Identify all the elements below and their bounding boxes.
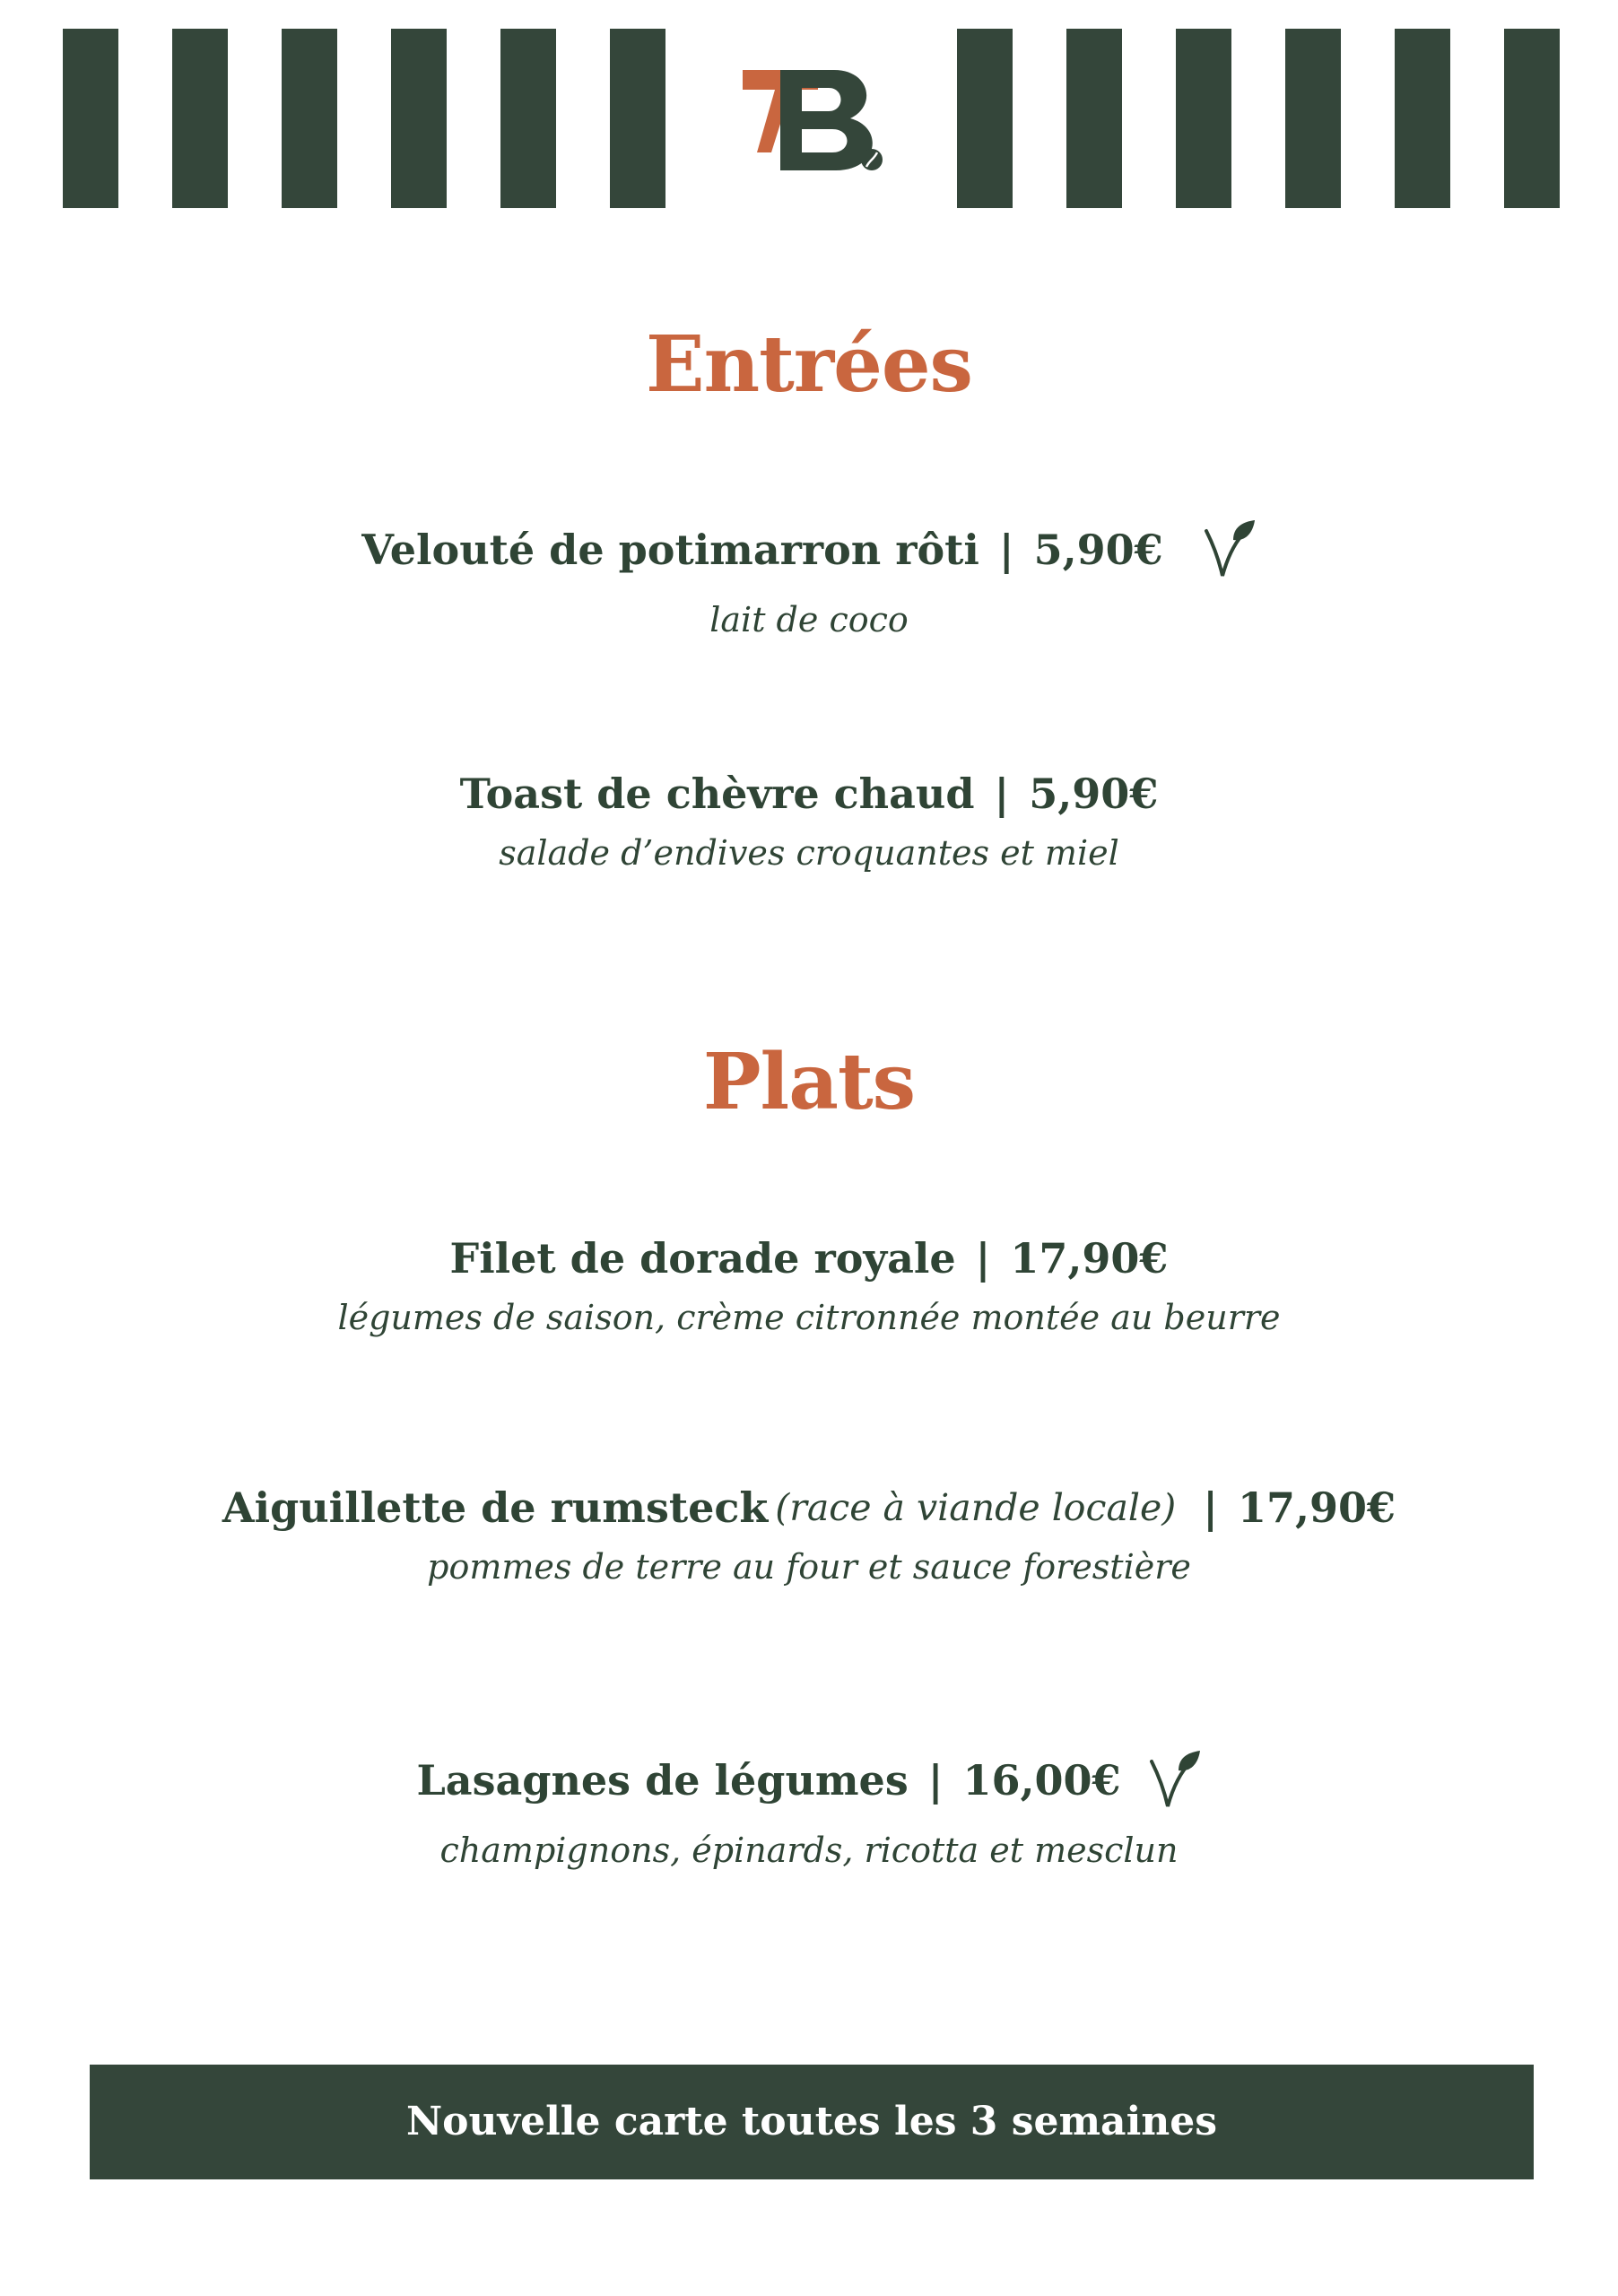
menu-item-title (449, 1234, 1169, 1283)
section-title-entrees: Entrées (646, 319, 972, 410)
menu-item (0, 1234, 1618, 1337)
menu-item-title (361, 518, 1256, 581)
menu-item-title (416, 1749, 1201, 1812)
footer-banner: Nouvelle carte toutes les 3 semaines (90, 2065, 1534, 2179)
stripe (391, 29, 447, 208)
menu-item-price: 5,90€ (1029, 770, 1159, 818)
menu-item-price: 17,90€ (1010, 1234, 1169, 1283)
menu-item-separator: | (927, 1756, 944, 1805)
restaurant-logo (735, 54, 897, 197)
menu-item (0, 1483, 1618, 1587)
menu-item-description: pommes de terre au four et sauce forestière (427, 1547, 1191, 1587)
menu-item-description: légumes de saison, crème citronnée montée au beurre (337, 1298, 1281, 1337)
stripe (500, 29, 556, 208)
menu-item-price: 17,90€ (1238, 1483, 1396, 1532)
menu-item-name: Velouté de potimarron rôti (361, 526, 979, 574)
stripe (1176, 29, 1231, 208)
stripe (282, 29, 337, 208)
menu-item-description: salade d’endives croquantes et miel (499, 833, 1119, 873)
stripe (1066, 29, 1122, 208)
stripe (63, 29, 118, 208)
menu-item-description: lait de coco (709, 600, 909, 639)
menu-item-separator: | (994, 770, 1010, 818)
menu-item-separator: | (998, 526, 1014, 574)
menu-item-price: 5,90€ (1033, 526, 1163, 574)
menu-item (0, 770, 1618, 873)
menu-item-title (459, 770, 1159, 818)
stripe (172, 29, 228, 208)
menu-item-separator: | (1203, 1483, 1219, 1532)
stripe (1504, 29, 1560, 208)
vegetarian-leaf-icon (1203, 518, 1257, 581)
menu-item-name: Toast de chèvre chaud (459, 770, 975, 818)
stripe (610, 29, 665, 208)
menu-item-separator: | (975, 1234, 991, 1283)
stripe (1395, 29, 1450, 208)
stripe (957, 29, 1013, 208)
stripe (1285, 29, 1341, 208)
menu-item-title (222, 1483, 1396, 1532)
menu-item (0, 1749, 1618, 1870)
menu-item-name: Lasagnes de légumes (416, 1756, 909, 1805)
menu-item-name: Aiguillette de rumsteck (222, 1483, 769, 1532)
menu-item-name: Filet de dorade royale (449, 1234, 956, 1283)
section-title-plats: Plats (702, 1037, 916, 1127)
vegetarian-leaf-icon (1148, 1749, 1202, 1812)
menu-item-note: (race à viande locale) (775, 1485, 1177, 1529)
menu-item-price: 16,00€ (962, 1756, 1121, 1805)
menu-item (0, 518, 1618, 637)
menu-item-description: champignons, épinards, ricotta et mesclun (439, 1831, 1179, 1870)
